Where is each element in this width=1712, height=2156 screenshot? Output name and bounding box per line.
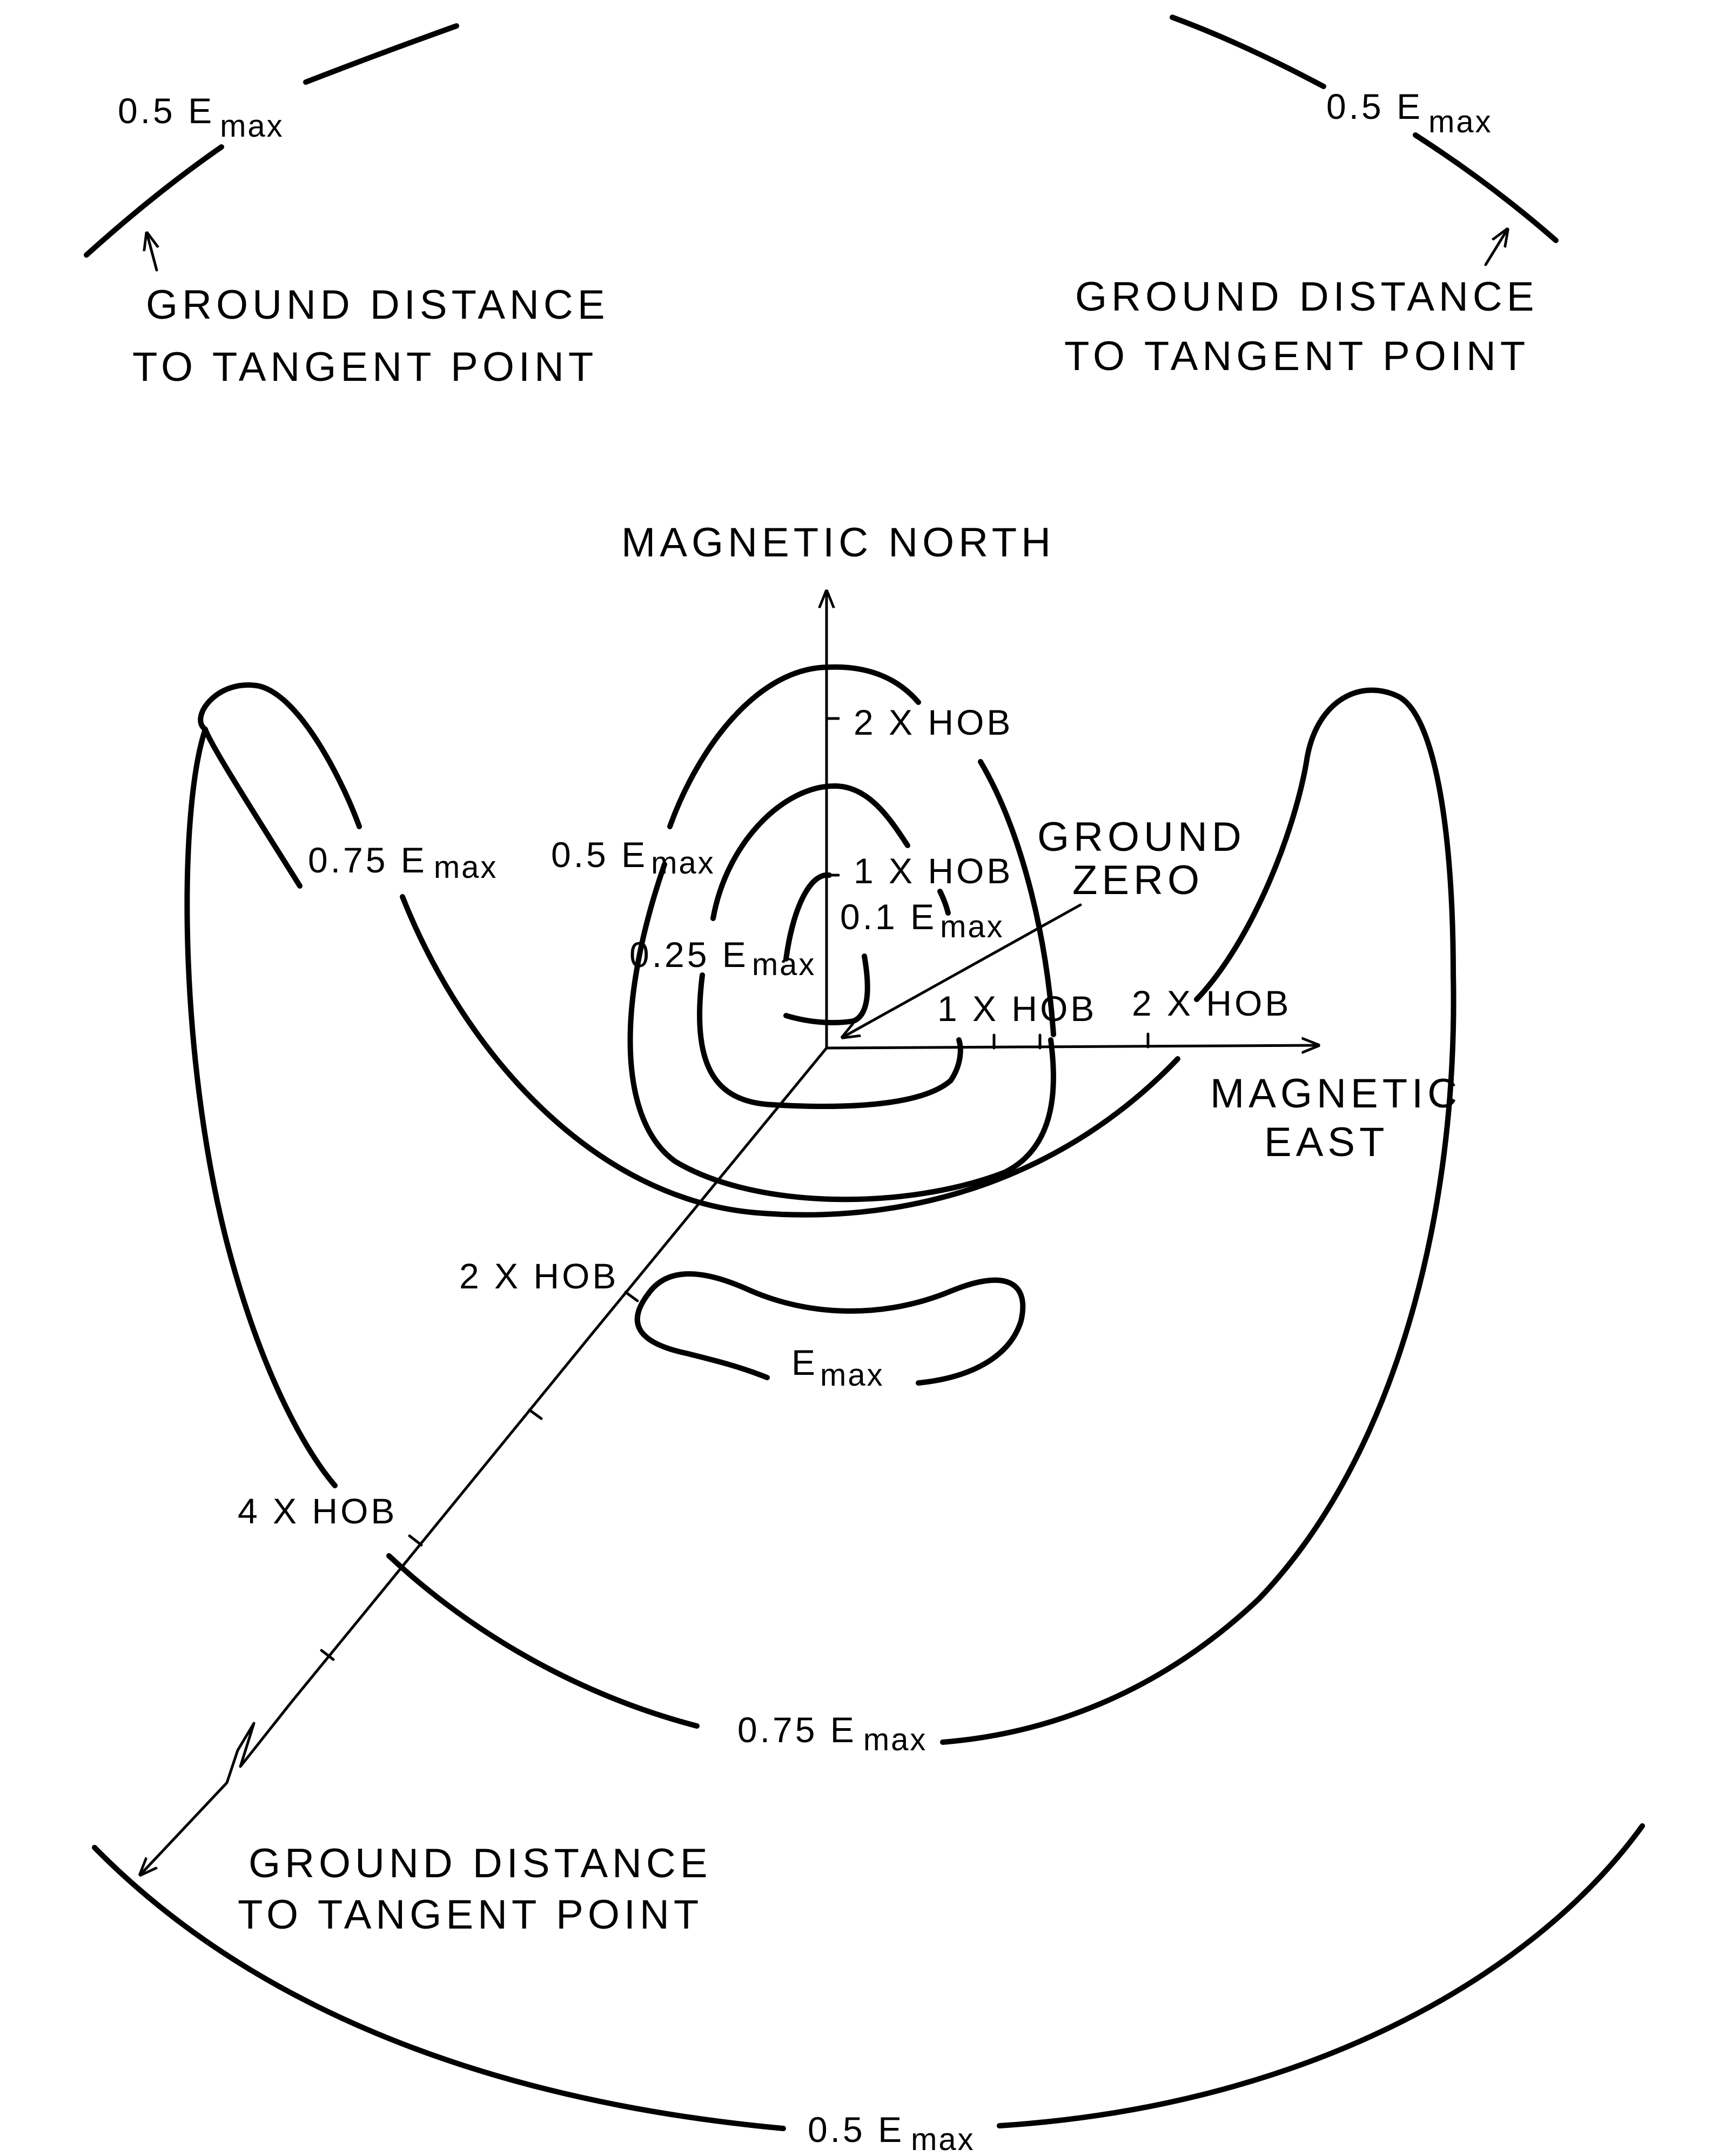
label-0-75-emax-left: 0.75 E max [308,840,498,885]
axis-magnetic-east [827,1045,1318,1048]
contour-0-5-emax-outer-bottom-right [999,1826,1642,2126]
contour-0-5-emax-top-right-arc-lower [1415,135,1556,240]
contour-0-5-emax-top-left-arc-lower [86,147,221,255]
tangent-label-top-left-line2: TO TANGENT POINT [132,344,598,390]
contour-emax-kidney-left [637,1294,767,1378]
tick-sw-4hob [409,1536,421,1545]
label-0-25-emax: 0.25 E max [629,935,816,982]
top-right-arc-group [1064,17,1556,379]
tick-label-east-2hob: 2 X HOB [1132,983,1292,1023]
axis-label-magnetic-east-line1: MAGNETIC [1210,1071,1462,1117]
tick-label-sw-4hob: 4 X HOB [238,1491,398,1531]
contour-0-25-emax-right [835,786,908,845]
tick-label-sw-2hob: 2 X HOB [459,1256,619,1296]
tick-sw-3hob [529,1410,541,1419]
contour-0-5-emax-inner-left [670,667,829,827]
axis-southwest-ground-distance [140,1048,827,1875]
tick-label-east-1hob: 1 X HOB [937,989,1097,1029]
label-0-5-emax-top-right: 0.5 E max [1326,86,1493,139]
label-0-5-emax-inner: 0.5 E max [551,835,715,881]
tangent-label-top-right-line2: TO TANGENT POINT [1064,333,1530,379]
contour-0-5-emax-outer-bottom-left [95,1848,783,2128]
contour-0-1-emax-arc [786,875,829,959]
tick-label-north-2hob: 2 X HOB [854,702,1013,742]
label-0-5-emax-bottom: 0.5 E max [808,2110,975,2156]
label-0-75-emax-bottom: 0.75 E max [737,1710,928,1757]
tangent-arrow-top-left [147,233,157,270]
contour-0-25-emax-left [713,786,835,918]
tangent-label-top-left-line1: GROUND DISTANCE [146,282,609,328]
label-0-1-emax: 0.1 E max [840,897,1004,944]
contour-0-75-emax-saddle-bottom-left [389,1556,697,1726]
tangent-label-top-right-line1: GROUND DISTANCE [1075,274,1539,320]
tangent-label-bottom-line2: TO TANGENT POINT [238,1892,703,1938]
contour-0-5-emax-top-right-arc-upper [1172,17,1324,86]
tangent-arrow-top-right [1486,230,1507,265]
top-left-arc-group [86,26,609,390]
label-ground-zero-line2: ZERO [1072,857,1204,903]
label-0-5-emax-top-left: 0.5 E max [118,91,284,144]
bottom-tangent-group [238,1841,712,1938]
label-ground-zero-line1: GROUND [1037,814,1246,860]
tangent-label-bottom-line1: GROUND DISTANCE [249,1841,712,1886]
label-emax: Emax [791,1342,884,1393]
contour-labels [308,835,1004,2156]
contour-0-5-emax-top-left-arc-upper [306,26,456,82]
contour-0-5-emax-inner-right [829,667,918,702]
tick-sw-2hob [626,1292,637,1301]
tick-label-north-1hob: 1 X HOB [854,851,1013,891]
axis-label-magnetic-north: MAGNETIC NORTH [621,520,1056,566]
axis-label-magnetic-east-line2: EAST [1264,1119,1389,1165]
